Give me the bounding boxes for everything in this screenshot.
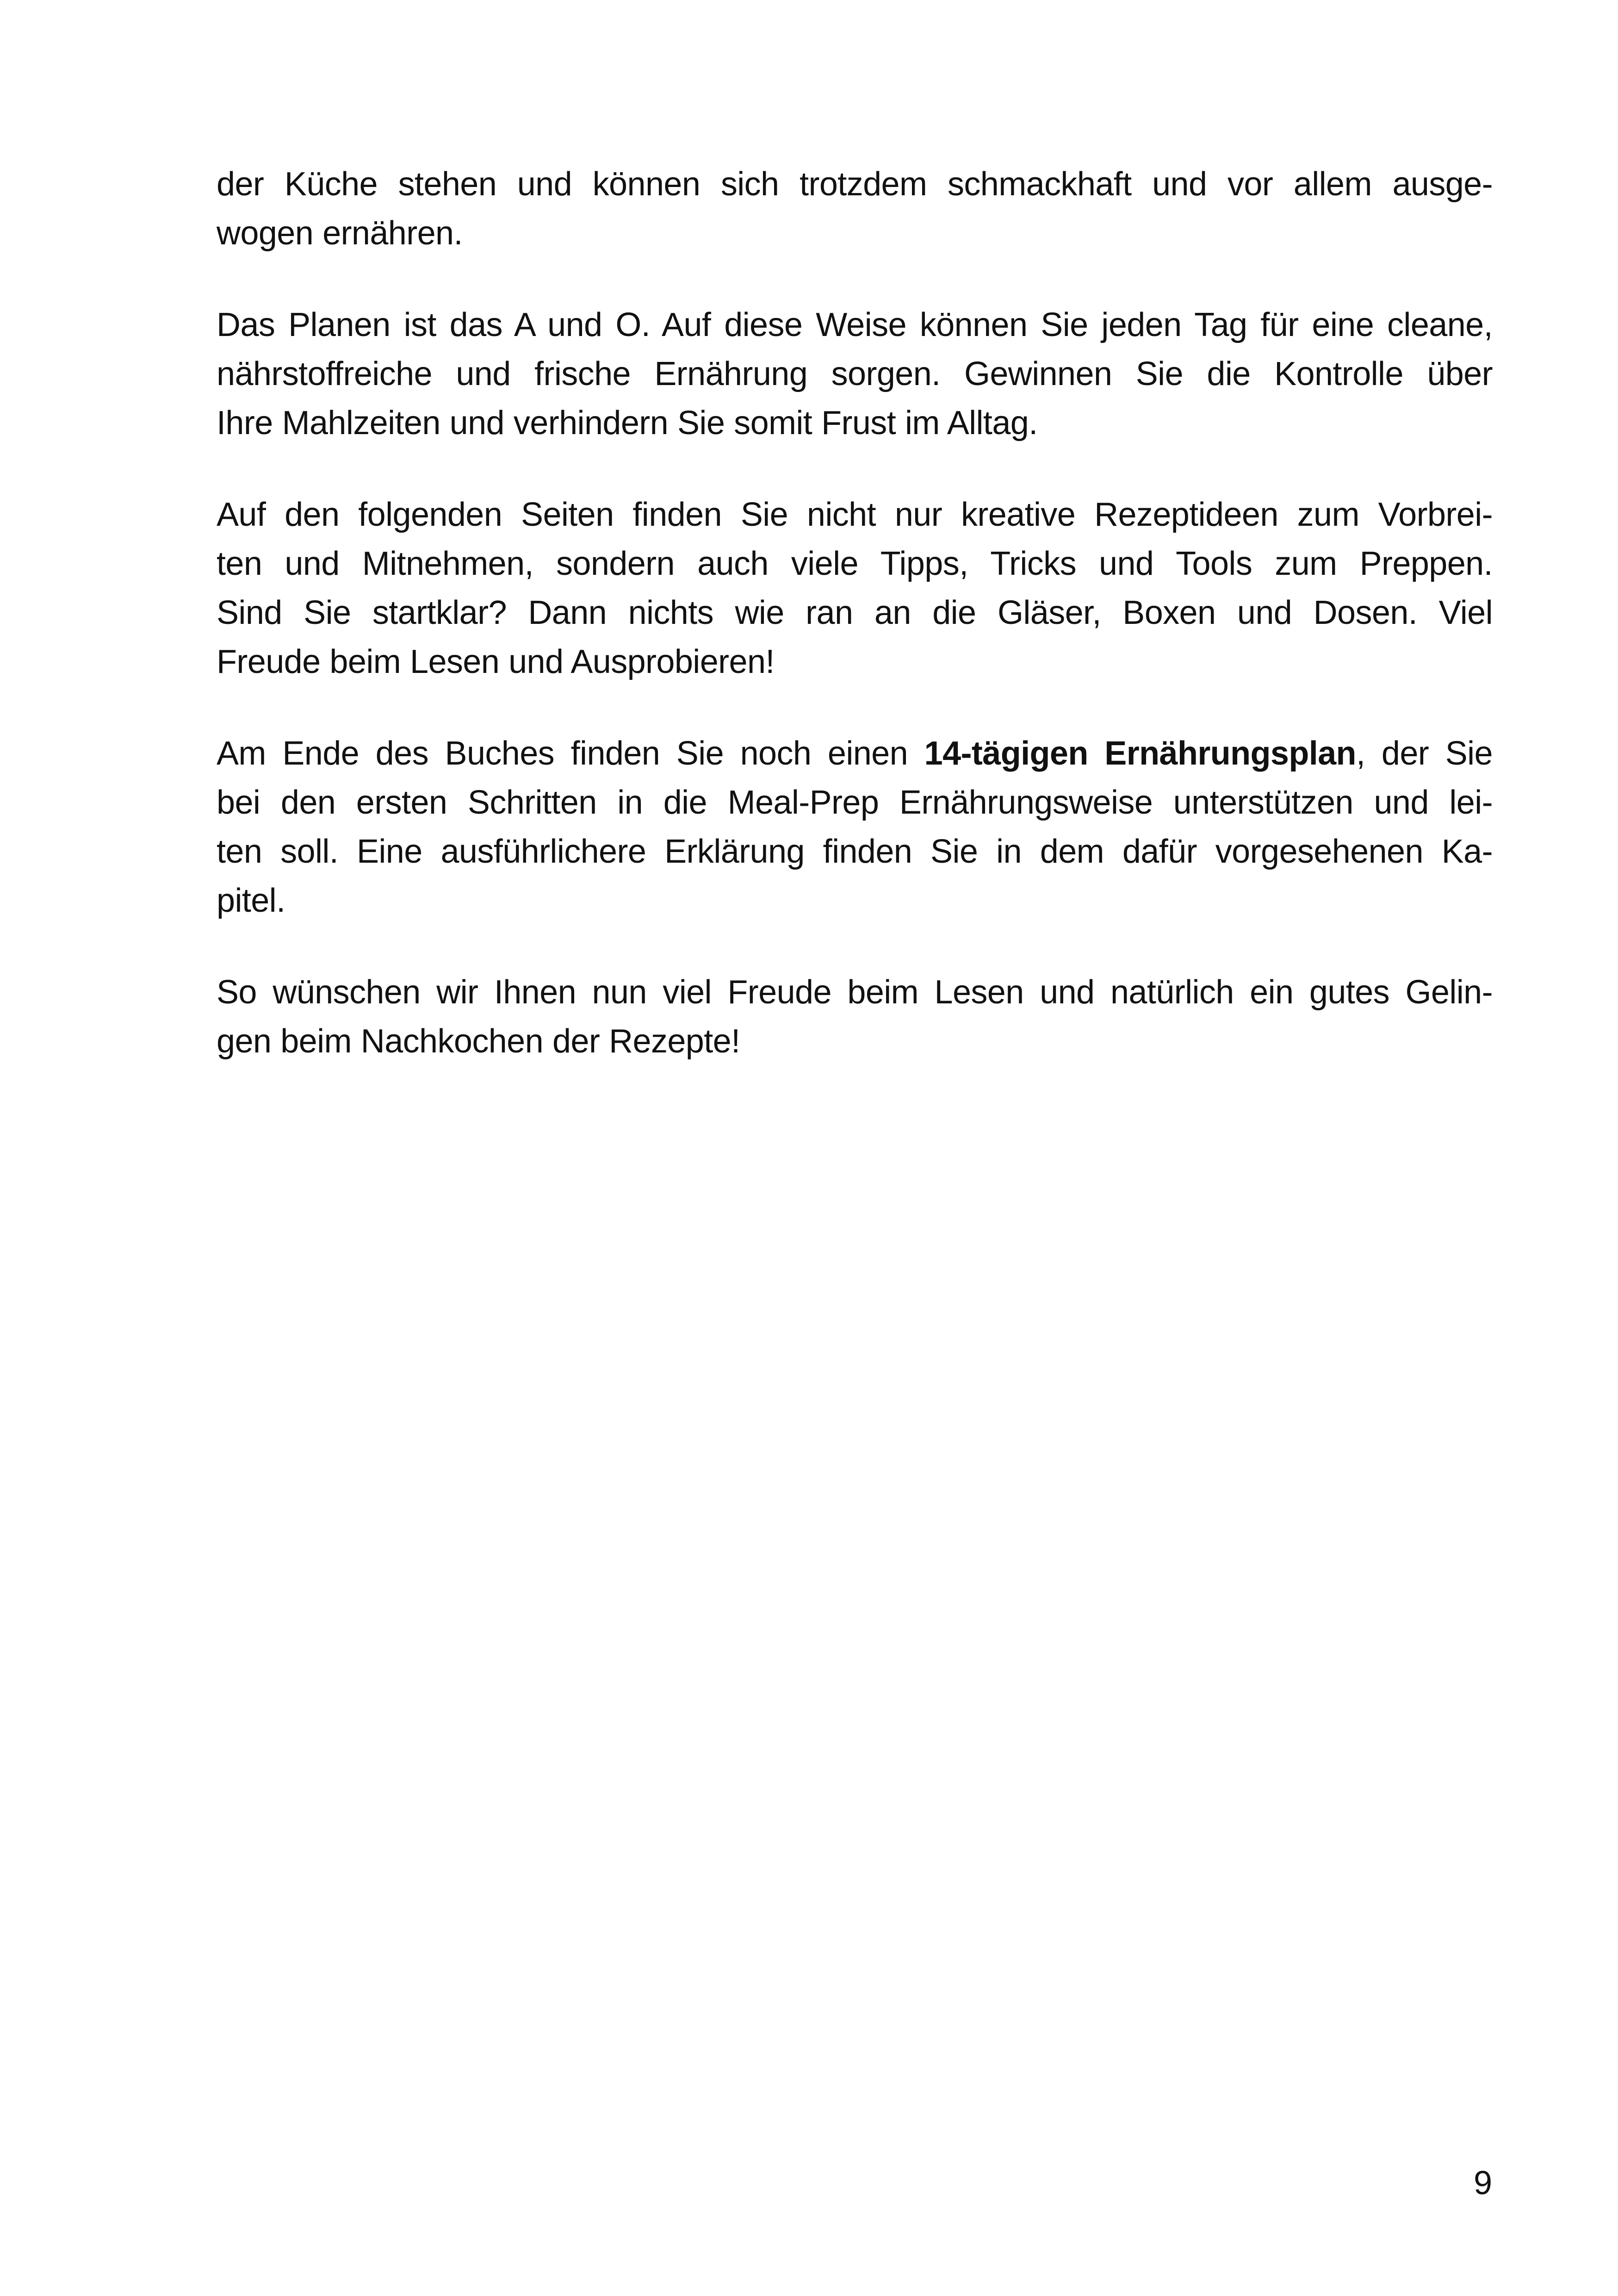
text-line: der Küche stehen und können sich trotzdem schmackhaft und vor allem ausge- bbox=[217, 166, 1493, 203]
text-line: Das Planen ist das A und O. Auf diese Weise können Sie jeden Tag für eine cleane, bbox=[217, 306, 1493, 343]
text-line: Ihre Mahlzeiten und verhindern Sie somit Frust im Alltag. bbox=[217, 404, 1038, 442]
text-line: ten und Mitnehmen, sondern auch viele Tipps, Tricks und Tools zum Preppen. bbox=[217, 545, 1493, 582]
paragraph-2 bbox=[217, 300, 1493, 448]
paragraph-3 bbox=[217, 490, 1493, 686]
paragraph-5 bbox=[217, 968, 1493, 1066]
paragraph-1 bbox=[217, 160, 1493, 258]
text-segment: , der Sie bbox=[1356, 735, 1493, 772]
text-line: Auf den folgenden Seiten finden Sie nicht nur kreative Rezeptideen zum Vorbrei- bbox=[217, 496, 1493, 533]
text-segment: Am Ende des Buches finden Sie noch einen bbox=[217, 735, 924, 772]
text-line: So wünschen wir Ihnen nun viel Freude beim Lesen und natürlich ein gutes Gelin- bbox=[217, 974, 1493, 1011]
text-line: nährstoffreiche und frische Ernährung sorgen. Gewinnen Sie die Kontrolle über bbox=[217, 355, 1493, 392]
text-line: bei den ersten Schritten in die Meal-Prep Ernährungsweise unterstützen und lei- bbox=[217, 784, 1493, 821]
text-line: Freude beim Lesen und Ausprobieren! bbox=[217, 643, 775, 680]
emphasized-plan-title: 14-tägigen Ernährungsplan bbox=[924, 735, 1356, 772]
text-line: wogen ernähren. bbox=[217, 215, 463, 252]
text-line: Sind Sie startklar? Dann nichts wie ran an die Gläser, Boxen und Dosen. Viel bbox=[217, 594, 1493, 631]
text-line: pitel. bbox=[217, 882, 285, 919]
text-line: gen beim Nachkochen der Rezepte! bbox=[217, 1023, 740, 1060]
page-number: 9 bbox=[1473, 2165, 1492, 2202]
body-text bbox=[217, 160, 1493, 1108]
text-line bbox=[217, 729, 1493, 778]
text-line: ten soll. Eine ausführlichere Erklärung finden Sie in dem dafür vorgesehenen Ka- bbox=[217, 833, 1493, 870]
paragraph-4 bbox=[217, 729, 1493, 925]
